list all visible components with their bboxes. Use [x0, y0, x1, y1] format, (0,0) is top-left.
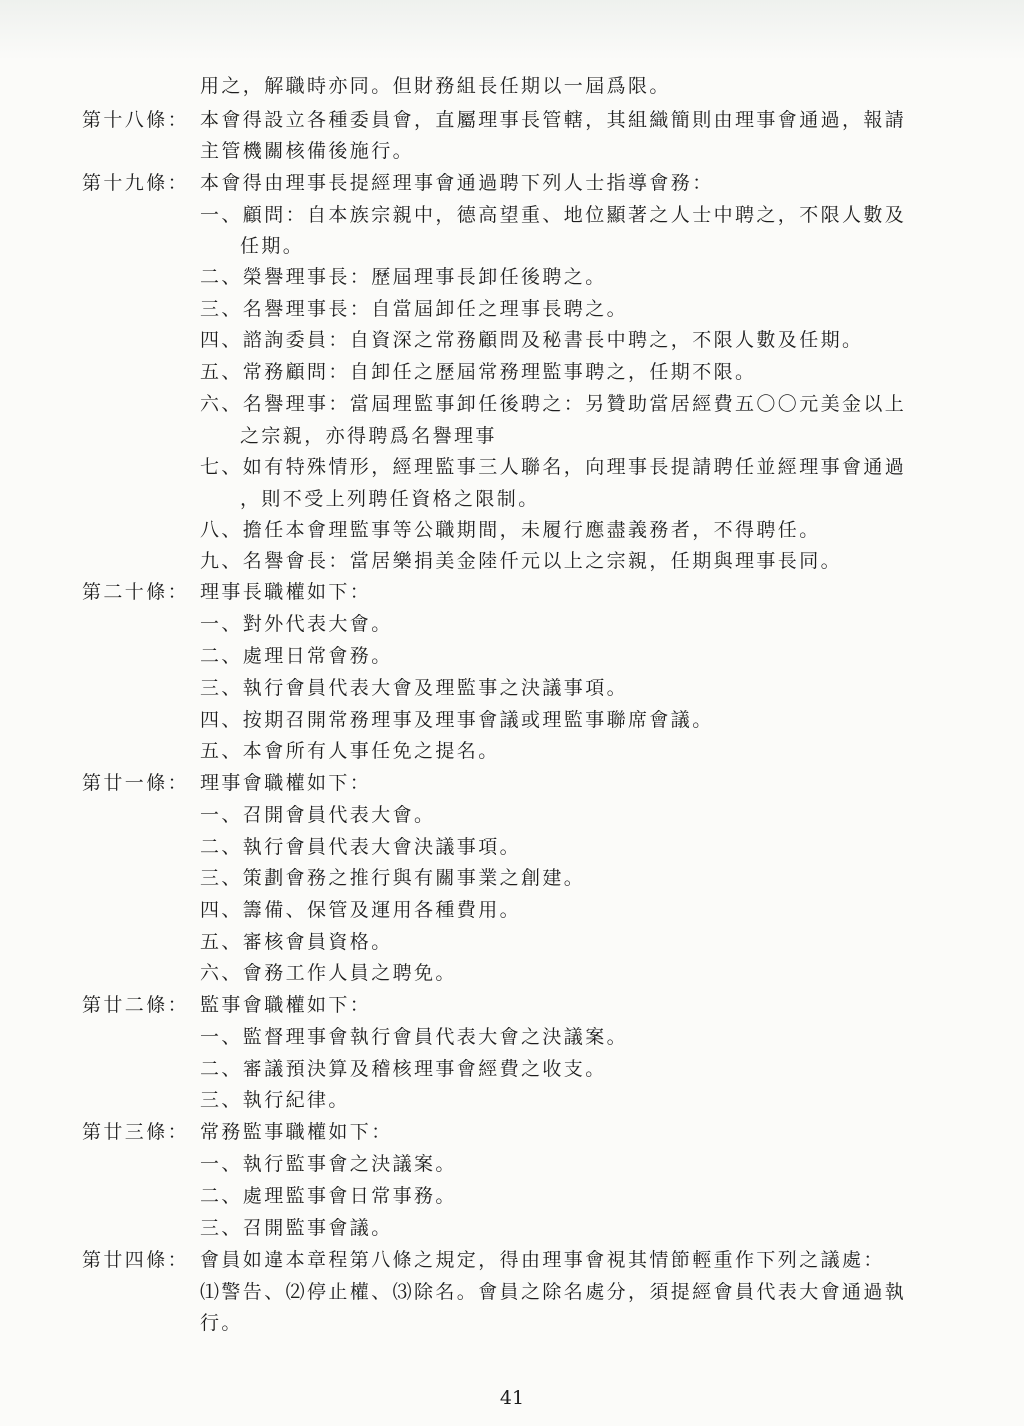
article-label: 第廿二條：	[82, 994, 190, 1016]
article-text: 常務監事職權如下：	[200, 1121, 393, 1143]
list-item: 六、名譽理事：當屆理監事卸任後聘之：另贊助當居經費五〇〇元美金以上	[200, 393, 907, 415]
list-item: 九、名譽會長：當居樂捐美金陸仟元以上之宗親，任期與理事長同。	[200, 550, 843, 572]
list-item: 四、諮詢委員：自資深之常務顧問及秘書長中聘之，不限人數及任期。	[200, 329, 864, 351]
article-text: 本會得由理事長提經理事會通過聘下列人士指導會務：	[200, 172, 714, 194]
list-item: 三、執行會員代表大會及理監事之決議事項。	[200, 677, 629, 699]
list-item: 八、擔任本會理監事等公職期間，未履行應盡義務者，不得聘任。	[200, 519, 821, 541]
list-item: 三、執行紀律。	[200, 1089, 350, 1111]
list-item: 一、監督理事會執行會員代表大會之決議案。	[200, 1026, 629, 1048]
list-item: 一、顧問：自本族宗親中，德高望重、地位顯著之人士中聘之，不限人數及	[200, 204, 907, 226]
list-item: 七、如有特殊情形，經理監事三人聯名，向理事長提請聘任並經理事會通過	[200, 456, 907, 478]
list-item: 二、執行會員代表大會決議事項。	[200, 836, 522, 858]
article-text: 會員如違本章程第八條之規定，得由理事會視其情節輕重作下列之議處：	[200, 1249, 885, 1271]
article-label: 第廿一條：	[82, 772, 190, 794]
body-line: 主管機關核備後施行。	[200, 140, 415, 162]
list-item: 五、審核會員資格。	[200, 931, 393, 953]
list-item: 六、會務工作人員之聘免。	[200, 962, 457, 984]
article-label: 第十九條：	[82, 172, 190, 194]
list-item: 三、名譽理事長：自當屆卸任之理事長聘之。	[200, 298, 629, 320]
list-item-continuation: 任期。	[240, 235, 305, 257]
list-item: 四、籌備、保管及運用各種費用。	[200, 899, 522, 921]
list-item: 四、按期召開常務理事及理事會議或理監事聯席會議。	[200, 709, 714, 731]
list-item: 三、策劃會務之推行與有關事業之創建。	[200, 867, 586, 889]
article-label: 第二十條：	[82, 581, 190, 603]
list-item: 一、對外代表大會。	[200, 613, 393, 635]
article-text: 監事會職權如下：	[200, 994, 372, 1016]
list-item: 三、召開監事會議。	[200, 1217, 393, 1239]
article-text: 本會得設立各種委員會，直屬理事長管轄，其組織簡則由理事會通過，報請	[200, 109, 907, 131]
list-item-continuation: 之宗親，亦得聘爲名譽理事	[240, 425, 497, 447]
list-item: 五、常務顧問：自卸任之歷屆常務理監事聘之，任期不限。	[200, 361, 757, 383]
list-item-continuation: ，則不受上列聘任資格之限制。	[240, 488, 540, 510]
scan-edge	[0, 0, 1024, 60]
body-line: 行。	[200, 1312, 243, 1334]
article-text: 理事會職權如下：	[200, 772, 372, 794]
body-line: ⑴警告、⑵停止權、⑶除名。會員之除名處分，須提經會員代表大會通過執	[200, 1281, 907, 1303]
list-item: 五、本會所有人事任免之提名。	[200, 740, 500, 762]
list-item: 二、審議預決算及稽核理事會經費之收支。	[200, 1058, 607, 1080]
article-text: 理事長職權如下：	[200, 581, 372, 603]
list-item: 二、榮譽理事長：歷屆理事長卸任後聘之。	[200, 266, 607, 288]
body-line: 用之，解職時亦同。但財務組長任期以一屆爲限。	[200, 75, 671, 97]
list-item: 二、處理監事會日常事務。	[200, 1185, 457, 1207]
list-item: 二、處理日常會務。	[200, 645, 393, 667]
article-label: 第廿四條：	[82, 1249, 190, 1271]
article-label: 第廿三條：	[82, 1121, 190, 1143]
list-item: 一、召開會員代表大會。	[200, 804, 436, 826]
article-label: 第十八條：	[82, 109, 190, 131]
list-item: 一、執行監事會之決議案。	[200, 1153, 457, 1175]
page-number: 41	[499, 1387, 525, 1409]
